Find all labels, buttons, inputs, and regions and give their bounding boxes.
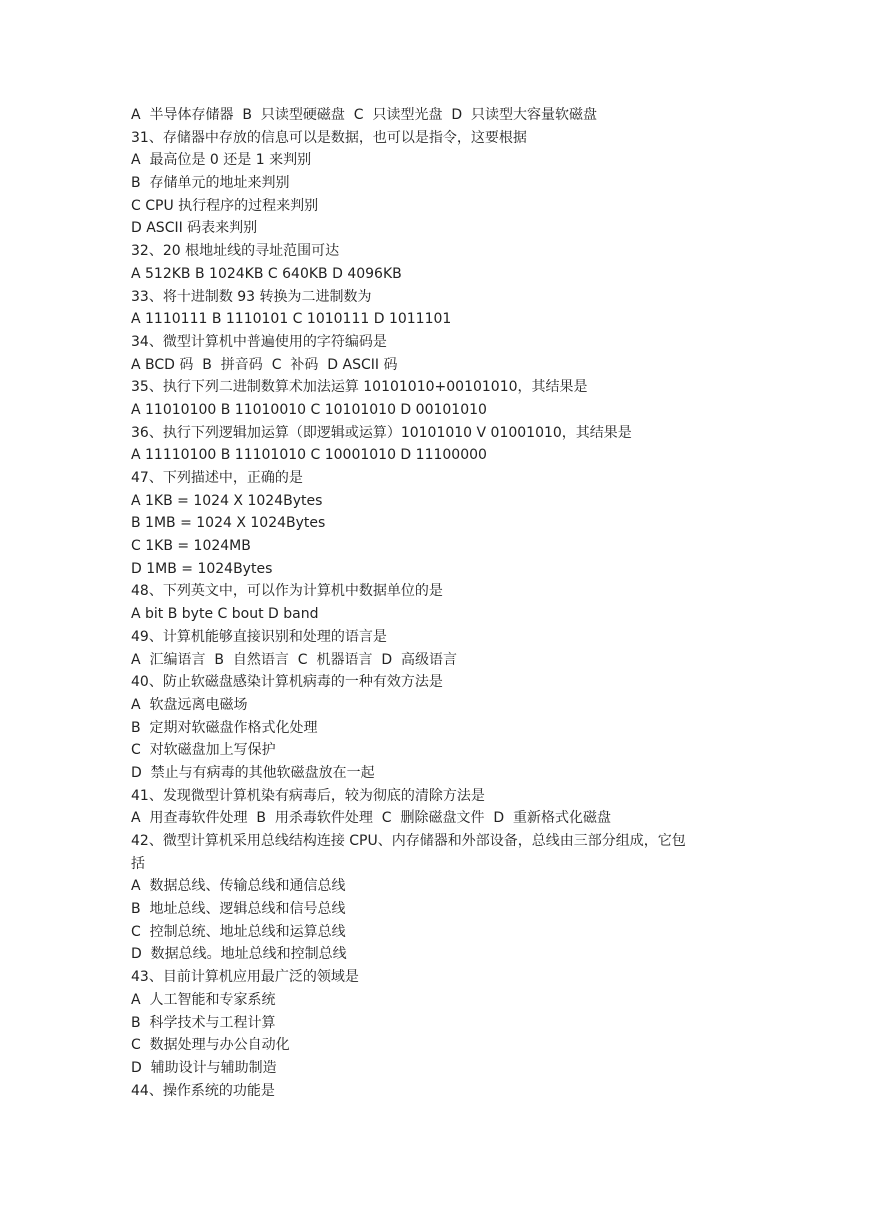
question-42: 42、微型计算机采用总线结构连接 CPU、内存储器和外部设备，总线由三部分组成，它包 xyxy=(131,833,686,849)
question-41: 41、发现微型计算机染有病毒后，较为彻底的清除方法是 xyxy=(131,787,485,804)
option-b: B 科学技术与工程计算 xyxy=(131,1014,276,1031)
question-49: 49、计算机能够直接识别和处理的语言是 xyxy=(131,628,387,645)
option-d: D 数据总线。地址总线和控制总线 xyxy=(131,946,347,963)
question-48: 48、下列英文中，可以作为计算机中数据单位的是 xyxy=(131,583,443,600)
option-d: D ASCII 码表来判别 xyxy=(131,220,258,237)
options-line: A BCD 码 B 拼音码 C 补码 D ASCII 码 xyxy=(131,356,398,373)
question-44: 44、操作系统的功能是 xyxy=(131,1082,275,1099)
option-a: A 最高位是 0 还是 1 来判别 xyxy=(131,152,312,169)
question-43: 43、目前计算机应用最广泛的领域是 xyxy=(131,969,359,986)
question-33: 33、将十进制数 93 转换为二进制数为 xyxy=(131,288,372,305)
document-page xyxy=(131,104,737,1102)
option-b: B 定期对软磁盘作格式化处理 xyxy=(131,719,318,736)
option-d: D 1MB = 1024Bytes xyxy=(131,560,273,577)
question-31: 31、存储器中存放的信息可以是数据，也可以是指令，这要根据 xyxy=(131,129,527,146)
question-32: 32、20 根地址线的寻址范围可达 xyxy=(131,243,340,260)
option-c: C 对软磁盘加上写保护 xyxy=(131,742,276,759)
option-d: D 禁止与有病毒的其他软磁盘放在一起 xyxy=(131,764,375,781)
option-b: B 存储单元的地址来判别 xyxy=(131,175,290,192)
option-b: B 1MB = 1024 X 1024Bytes xyxy=(131,515,326,532)
question-35: 35、执行下列二进制数算术加法运算 10101010+00101010，其结果是 xyxy=(131,379,588,396)
option-a: A 人工智能和专家系统 xyxy=(131,991,276,1008)
question-42-continued: 括 xyxy=(131,855,145,872)
question-36: 36、执行下列逻辑加运算（即逻辑或运算）10101010 V 01001010，其结果是 xyxy=(131,424,632,441)
option-d: D 辅助设计与辅助制造 xyxy=(131,1059,277,1076)
option-c: C 1KB = 1024MB xyxy=(131,538,251,555)
option-b: B 地址总线、逻辑总线和信号总线 xyxy=(131,901,346,918)
question-47: 47、下列描述中，正确的是 xyxy=(131,470,303,486)
question-40: 40、防止软磁盘感染计算机病毒的一种有效方法是 xyxy=(131,674,443,691)
options-line: A bit B byte C bout D band xyxy=(131,606,319,623)
text-line: A 半导体存储器 B 只读型硬磁盘 C 只读型光盘 D 只读型大容量软磁盘 xyxy=(131,107,598,123)
option-a: A 1KB = 1024 X 1024Bytes xyxy=(131,492,323,509)
option-c: C 控制总统、地址总线和运算总线 xyxy=(131,923,346,940)
options-line: A 1110111 B 1110101 C 1010111 D 1011101 xyxy=(131,311,452,328)
options-line: A 汇编语言 B 自然语言 C 机器语言 D 高级语言 xyxy=(131,651,458,668)
option-c: C CPU 执行程序的过程来判别 xyxy=(131,197,319,214)
options-line: A 512KB B 1024KB C 640KB D 4096KB xyxy=(131,265,402,282)
option-a: A 数据总线、传输总线和通信总线 xyxy=(131,878,346,895)
question-34: 34、微型计算机中普遍使用的字符编码是 xyxy=(131,333,387,350)
options-line: A 用查毒软件处理 B 用杀毒软件处理 C 删除磁盘文件 D 重新格式化磁盘 xyxy=(131,810,612,827)
options-line: A 11110100 B 11101010 C 10001010 D 11100000 xyxy=(131,447,487,464)
option-a: A 软盘远离电磁场 xyxy=(131,696,248,713)
options-line: A 11010100 B 11010010 C 10101010 D 00101010 xyxy=(131,401,487,418)
option-c: C 数据处理与办公自动化 xyxy=(131,1037,290,1054)
